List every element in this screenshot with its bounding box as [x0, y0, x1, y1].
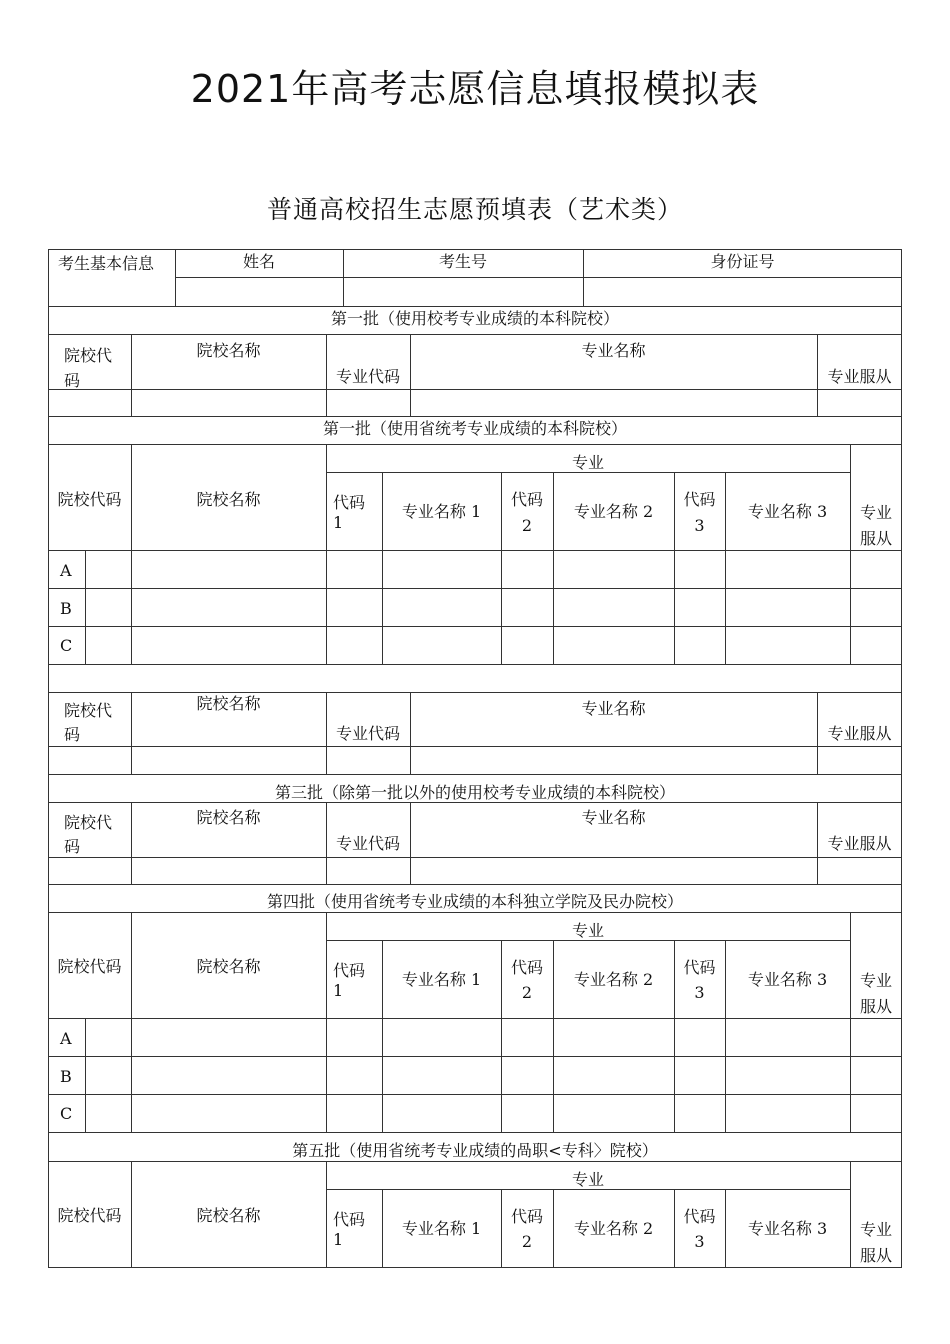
code-1-header: 1: [333, 981, 344, 1000]
grid-line: [131, 912, 132, 1132]
exam-number-field[interactable]: [344, 278, 582, 305]
name-header: 姓名: [242, 252, 275, 271]
school-code-header: 码: [64, 837, 81, 856]
form-subtitle: 普通高校招生志愿预填表（艺术类）: [266, 195, 683, 224]
major-obey-header: 专业: [859, 1220, 892, 1239]
row-label-b: B: [60, 1067, 72, 1086]
major-name-2-header: 专业名称 2: [573, 1219, 654, 1238]
id-number-header: 身份证号: [710, 252, 775, 271]
code-2-header: 2: [521, 983, 533, 1002]
row-label-a: A: [60, 561, 72, 580]
exam-number-header: 考生号: [438, 252, 487, 271]
school-code-header: 院校代: [64, 813, 113, 832]
major-obey-header: 专业: [859, 503, 892, 522]
grid-line: [850, 912, 851, 1132]
section-heading-5: 第五批（使用省统考专业成绩的咼职<专科〉院校）: [292, 1141, 658, 1160]
major-name-3-header: 专业名称 3: [747, 1219, 828, 1238]
grid-line: [48, 1018, 902, 1019]
grid-line: [48, 334, 902, 335]
grid-line: [48, 746, 902, 747]
major-obey-header: 服从: [859, 1246, 892, 1265]
school-code-header: 院校代码: [57, 490, 122, 509]
school-name-header: 院校名称: [196, 341, 261, 360]
grid-line: [48, 1161, 902, 1162]
school-name-header: 院校名称: [196, 808, 261, 827]
major-name-3-header: 专业名称 3: [747, 502, 828, 521]
grid-line: [48, 912, 902, 913]
grid-line: [48, 444, 902, 445]
code-3-header: 3: [694, 983, 705, 1002]
grid-line: [48, 1094, 902, 1095]
code-3-header: 3: [694, 516, 705, 535]
form-table: [48, 249, 902, 1268]
grid-line: [48, 550, 902, 551]
school-name-header: 院校名称: [196, 957, 261, 976]
basic-info-label: 考生基本信息: [58, 254, 155, 273]
grid-line: [850, 444, 851, 664]
major-name-1-header: 专业名称 1: [401, 970, 482, 989]
code-2-header: 代码: [510, 1207, 543, 1226]
grid-line: [85, 550, 86, 664]
code-2-header: 代码: [510, 958, 543, 977]
grid-line: [48, 857, 902, 858]
code-3-header: 代码: [683, 1207, 716, 1226]
id-number-field[interactable]: [584, 278, 901, 305]
major-code-header: 专业代码: [335, 724, 400, 743]
major-group-header: 专业: [571, 453, 604, 472]
major-obey-header: 专业: [859, 971, 892, 990]
code-1-header: 代码: [333, 493, 366, 512]
section-heading-2: 第一批（使用省统考专业成绩的本科院校）: [322, 419, 627, 438]
code-3-header: 代码: [683, 490, 716, 509]
grid-line: [48, 774, 902, 775]
row-label-c: C: [60, 1104, 73, 1123]
page-title: 2021年高考志愿信息填报模拟表: [190, 67, 760, 111]
school-code-header: 码: [64, 725, 81, 744]
major-name-2-header: 专业名称 2: [573, 502, 654, 521]
grid-line: [48, 588, 902, 589]
major-name-header: 专业名称: [581, 808, 646, 827]
school-code-header: 院校代码: [57, 957, 122, 976]
code-2-header: 2: [521, 1232, 533, 1251]
grid-line: [48, 1132, 902, 1133]
grid-line: [326, 444, 327, 664]
section-heading-3: 第三批（除第一批以外的使用校考专业成绩的本科院校）: [274, 783, 675, 802]
grid-line: [131, 444, 132, 664]
section-heading-4: 第四批（使用省统考专业成绩的本科独立学院及民办院校）: [266, 892, 683, 911]
code-2-header: 2: [521, 516, 533, 535]
grid-line: [326, 912, 327, 1132]
major-obey-header: 专业服从: [827, 724, 892, 743]
grid-line: [48, 664, 902, 665]
major-name-2-header: 专业名称 2: [573, 970, 654, 989]
row-label-b: B: [60, 599, 72, 618]
major-name-1-header: 专业名称 1: [401, 1219, 482, 1238]
grid-line: [48, 1056, 902, 1057]
school-code-header: 院校代: [64, 701, 113, 720]
grid-line: [48, 626, 902, 627]
major-obey-header: 服从: [859, 997, 892, 1016]
school-name-header: 院校名称: [196, 694, 261, 713]
major-obey-header: 专业服从: [827, 367, 892, 386]
major-obey-header: 专业服从: [827, 834, 892, 853]
major-name-header: 专业名称: [581, 341, 646, 360]
major-name-3-header: 专业名称 3: [747, 970, 828, 989]
school-name-header: 院校名称: [196, 1206, 261, 1225]
grid-line: [48, 802, 902, 803]
name-field[interactable]: [176, 278, 342, 305]
grid-line: [48, 884, 902, 885]
grid-line: [85, 1018, 86, 1132]
school-code-header: 码: [64, 371, 81, 390]
major-name-header: 专业名称: [581, 699, 646, 718]
major-group-header: 专业: [571, 921, 604, 940]
row-label-a: A: [60, 1029, 72, 1048]
school-name-header: 院校名称: [196, 490, 261, 509]
major-obey-header: 服从: [859, 529, 892, 548]
code-1-header: 1: [333, 1230, 344, 1249]
major-code-header: 专业代码: [335, 834, 400, 853]
major-group-header: 专业: [571, 1170, 604, 1189]
code-3-header: 3: [694, 1232, 705, 1251]
grid-line: [48, 389, 902, 390]
row-label-c: C: [60, 636, 73, 655]
code-1-header: 代码: [333, 1210, 366, 1229]
code-1-header: 代码: [333, 961, 366, 980]
code-3-header: 代码: [683, 958, 716, 977]
major-code-header: 专业代码: [335, 367, 400, 386]
school-code-header: 院校代: [64, 346, 113, 365]
school-code-header: 院校代码: [57, 1206, 122, 1225]
code-2-header: 代码: [510, 490, 543, 509]
section-heading-1: 第一批（使用校考专业成绩的本科院校）: [330, 309, 619, 328]
code-1-header: 1: [333, 513, 344, 532]
major-name-1-header: 专业名称 1: [401, 502, 482, 521]
